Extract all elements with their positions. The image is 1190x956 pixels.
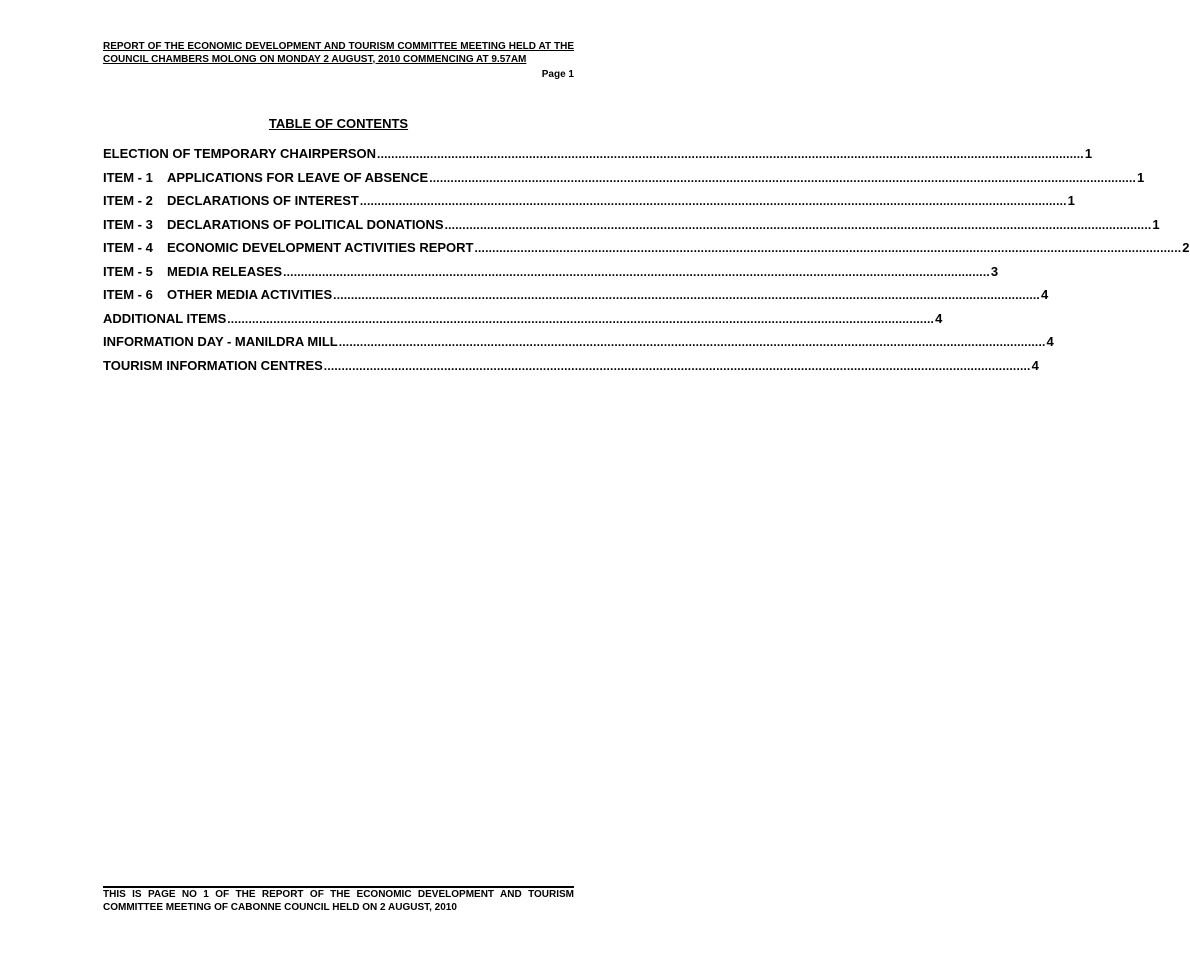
page-number-label: Page 1: [541, 69, 574, 80]
toc-entry[interactable]: [103, 310, 943, 335]
toc-entry[interactable]: [103, 216, 1160, 241]
toc-dot-leader: ........................................................................................................................................................................................................: [474, 241, 1182, 255]
toc-entry-number: ITEM - 1: [103, 169, 153, 185]
toc-entry[interactable]: [103, 146, 1093, 170]
toc-entry[interactable]: [103, 240, 1190, 264]
toc-dot-leader: ........................................................................................................................................................................................................: [227, 311, 935, 326]
toc-entry-page: 1: [1137, 169, 1145, 185]
table-of-contents: [103, 146, 1190, 381]
toc-entry-page: 4: [1046, 334, 1054, 349]
toc-entry[interactable]: [103, 334, 1054, 358]
toc-entry-page: 2: [1182, 240, 1190, 255]
toc-dot-leader: ........................................................................................................................................................................................................: [338, 335, 1046, 349]
toc-entry-number: ITEM - 5: [103, 263, 153, 279]
toc-entry-title: ADDITIONAL ITEMS: [103, 310, 227, 326]
toc-entry-title: MEDIA RELEASES: [167, 263, 283, 279]
toc-entry-page: 1: [1067, 193, 1075, 208]
toc-entry-page: 1: [1152, 216, 1160, 232]
toc-dot-leader: ........................................................................................................................................................................................................: [359, 194, 1067, 208]
toc-entry[interactable]: [103, 287, 1049, 311]
toc-dot-leader: ........................................................................................................................................................................................................: [333, 288, 1040, 302]
toc-entry-page: 4: [1040, 287, 1049, 302]
toc-dot-leader: ........................................................................................................................................................................................................: [323, 358, 1031, 373]
toc-entry[interactable]: [103, 193, 1075, 217]
toc-entry[interactable]: [103, 169, 1145, 194]
toc-entry-page: 3: [990, 263, 999, 279]
toc-entry-title: ELECTION OF TEMPORARY CHAIRPERSON: [103, 146, 377, 161]
toc-dot-leader: ........................................................................................................................................................................................................: [283, 264, 990, 279]
footer-text: THIS IS PAGE NO 1 OF THE REPORT OF THE ECONOMIC DEVELOPMENT AND TOURISM COMMITTEE MEETING OF CABONNE COUNCIL HELD ON 2 AUGUST, 2010: [103, 889, 574, 913]
toc-entry-number: ITEM - 4: [103, 240, 153, 255]
toc-entry-number: ITEM - 2: [103, 193, 153, 208]
toc-heading: TABLE OF CONTENTS: [268, 116, 409, 131]
toc-entry-number: ITEM - 6: [103, 287, 153, 302]
toc-entry-title: ECONOMIC DEVELOPMENT ACTIVITIES REPORT: [167, 240, 474, 255]
toc-entry-number: ITEM - 3: [103, 216, 153, 232]
toc-entry-page: 4: [935, 310, 943, 326]
toc-entry-title: DECLARATIONS OF INTEREST: [167, 193, 359, 208]
toc-entry-title: TOURISM INFORMATION CENTRES: [103, 357, 323, 373]
toc-entry[interactable]: [103, 263, 999, 288]
toc-entry-page: 4: [1031, 357, 1039, 373]
page-footer: [103, 886, 574, 914]
toc-entry[interactable]: [103, 357, 1039, 382]
page-header: [103, 41, 574, 80]
toc-entry-title: DECLARATIONS OF POLITICAL DONATIONS: [167, 216, 444, 232]
toc-entry-title: INFORMATION DAY - MANILDRA MILL: [103, 334, 338, 349]
toc-entry-title: OTHER MEDIA ACTIVITIES: [167, 287, 333, 302]
header-text: REPORT OF THE ECONOMIC DEVELOPMENT AND TOURISM COMMITTEE MEETING HELD AT THE COUNCIL CHAMBERS MOLONG ON MONDAY 2 AUGUST, 2010 COMMENCING AT 9.57AM: [103, 41, 574, 65]
toc-dot-leader: ........................................................................................................................................................................................................: [444, 217, 1152, 232]
toc-dot-leader: ........................................................................................................................................................................................................: [377, 147, 1084, 161]
toc-entry-page: 1: [1084, 146, 1093, 161]
toc-dot-leader: ........................................................................................................................................................................................................: [429, 170, 1137, 185]
toc-entry-title: APPLICATIONS FOR LEAVE OF ABSENCE: [167, 169, 429, 185]
